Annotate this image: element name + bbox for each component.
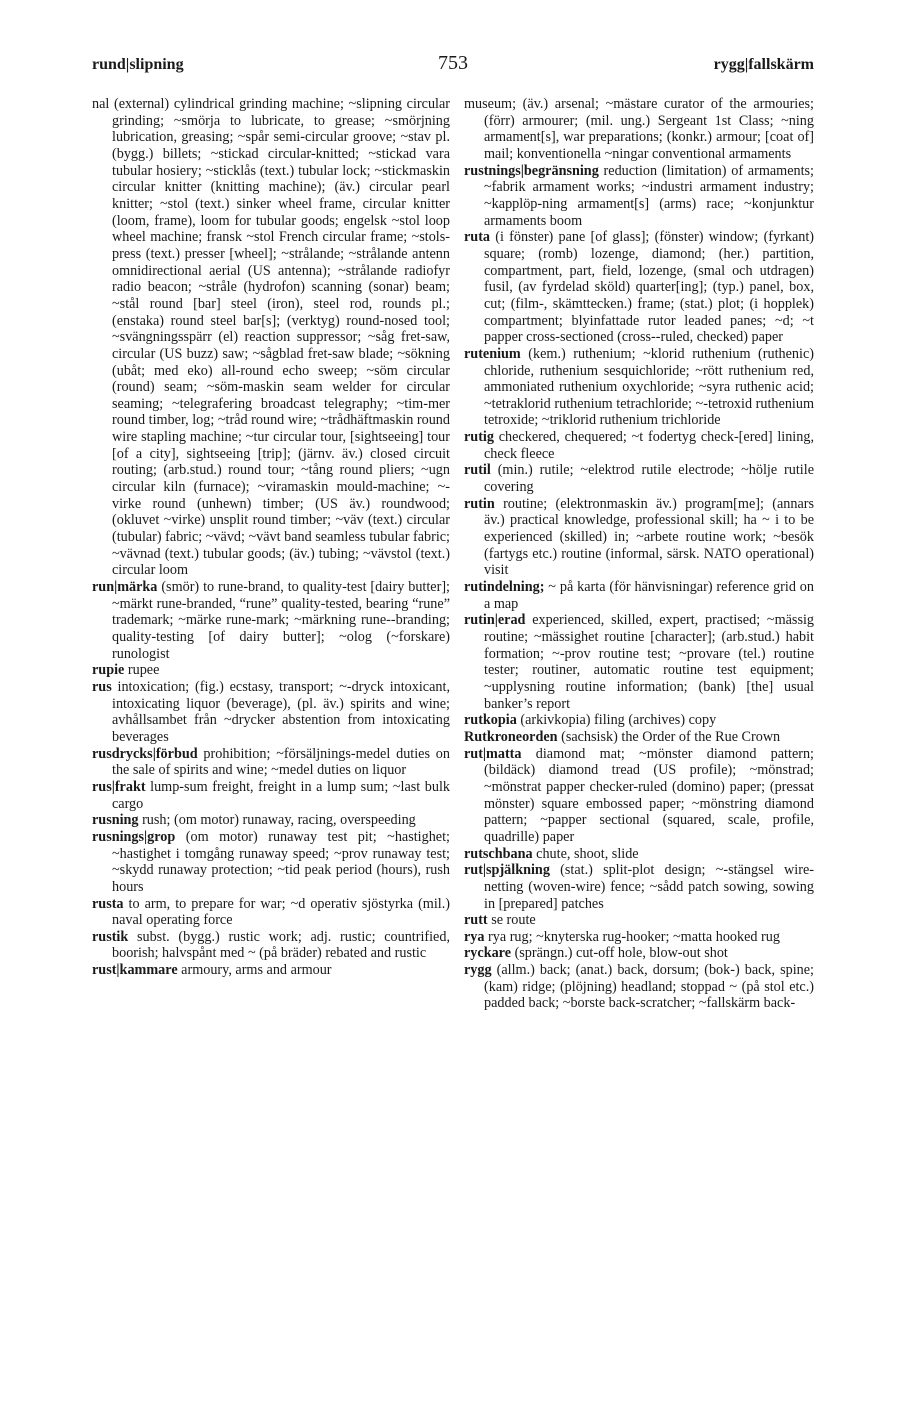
dictionary-entry: rustik subst. (bygg.) rustic work; adj. rustic; countrified, boorish; halvspånt med ~ (på bräder) rebated and rustic	[92, 928, 450, 962]
dictionary-entry: rutt se route	[464, 912, 536, 929]
entry-headword: run|märka	[92, 579, 158, 596]
entry-headword: rutt	[464, 912, 488, 929]
left-column	[92, 96, 450, 979]
entry-headword: rusnings|grop	[92, 828, 176, 845]
entry-headword: rut|spjälkning	[464, 862, 550, 879]
entry-headword: rusning	[92, 812, 139, 829]
dictionary-entry: rutin|erad experienced, skilled, expert, practised; ~mässig routine; ~mässighet routine [character]; (arb.stud.) habit formation; ~-prov routine test; ~provare (tel.) routine tester; routiner, automatic routine test equipment; ~upplysning routine information; (bank) [the] usual banker’s report	[464, 612, 814, 712]
entry-headword: rust|kammare	[92, 962, 178, 979]
entry-headword: Rutkroneorden	[464, 728, 558, 745]
entry-headword: rutschbana	[464, 845, 533, 862]
dictionary-entry: rusta to arm, to prepare for war; ~d operativ sjöstyrka (mil.) naval operating force	[92, 895, 450, 929]
dictionary-entry: Rutkroneorden (sachsisk) the Order of the Rue Crown	[464, 728, 781, 745]
entry-headword: rutin	[464, 495, 495, 512]
dictionary-entry: rutenium (kem.) ruthenium; ~klorid ruthenium (ruthenic) chloride, ruthenium sesquichloride; ~rött ruthenium red, ammoniated ruthenium oxychloride; ~syra ruthenic acid; ~tetraklorid ruthenium tetrachloride; ~-tetroxid ruthenium tetroxide; ~triklorid ruthenium trichloride	[464, 345, 814, 429]
dictionary-entry: ryckare (sprängn.) cut-off hole, blow-out shot	[464, 945, 728, 962]
dictionary-entry: rus|frakt lump-sum freight, freight in a lump sum; ~last bulk cargo	[92, 778, 450, 812]
entry-headword: rutenium	[464, 345, 521, 362]
dictionary-entry: rust|kammare armoury, arms and armour	[92, 962, 332, 979]
entry-headword: rygg	[464, 962, 492, 979]
entry-headword: rupie	[92, 662, 125, 679]
entry-headword: rustik	[92, 928, 129, 945]
dictionary-entry: ruta (i fönster) pane [of glass]; (fönster) window; (fyrkant) square; (romb) lozenge, diamond; (her.) partition, compartment, part, field, lozenge, (smal och utdragen) fusil, (av fyrdelad sköld) quarter[ing]; (typ.) panel, box, cut; (film-, skämttecken.) frame; (stat.) plot; (i hopplek) compartment; blyinfattade rutor leaded panes; ~d; ~t papper cross-sectioned (cross--ruled, checked) paper	[464, 229, 814, 346]
entry-headword: rutkopia	[464, 712, 517, 729]
entry-headword: rutig	[464, 429, 494, 446]
dictionary-entry: rutschbana chute, shoot, slide	[464, 845, 639, 862]
dictionary-entry: rutin routine; (elektronmaskin äv.) program[me]; (annars äv.) practical knowledge, professional skill; ha ~ i to be experienced (skilled) in; ~arbete routine work; ~besök (fartygs etc.) routine (informal, särsk. NATO operational) visit	[464, 495, 814, 579]
left-guide-word: rund|slipning	[92, 56, 184, 73]
entry-headword: rustnings|begränsning	[464, 162, 599, 179]
dictionary-entry: rutkopia (arkivkopia) filing (archives) copy	[464, 712, 717, 729]
entry-headword: rus|frakt	[92, 778, 146, 795]
entry-headword: rutindelning;	[464, 579, 545, 596]
right-guide-word: rygg|fallskärm	[713, 56, 814, 73]
dictionary-entry: rut|spjälkning (stat.) split-plot design; ~-stängsel wire-netting (woven-wire) fence; ~sådd patch sowing, sowing in [prepared] patches	[464, 862, 814, 912]
entry-headword: rus	[92, 678, 112, 695]
dictionary-entry: rut|matta diamond mat; ~mönster diamond pattern; (bildäck) diamond tread (US profile); ~mönstrad; ~mönstrat papper checker-ruled (domino) paper; (pressat mönster) square embossed paper; ~mönstring diamond pattern; ~papper sectional (squared, scale, profile, quadrille) paper	[464, 745, 814, 845]
dictionary-entry: rutindelning; ~ på karta (för hänvisningar) reference grid on a map	[464, 579, 814, 612]
dictionary-entry: rus intoxication; (fig.) ecstasy, transport; ~-dryck intoxicant, intoxicating liquor (beverage), (pl. äv.) spirits and wine; avhållsambet från ~drycker abstention from intoxicating beverages	[92, 678, 450, 745]
entry-headword: rya	[464, 928, 485, 945]
entry-headword: rutin|erad	[464, 612, 526, 629]
dictionary-entry: museum; (äv.) arsenal; ~mästare curator of the armouries; (förr) armourer; (mil. ung.) Sergeant 1st Class; ~ning armament[s], war preparations; (konkr.) armour; [coat of] mail; konventionella ~ningar conventional armaments	[464, 96, 814, 162]
entry-headword: ryckare	[464, 945, 512, 962]
dictionary-entry: rutil (min.) rutile; ~elektrod rutile electrode; ~hölje rutile covering	[464, 462, 814, 496]
dictionary-entry: rya rya rug; ~knyterska rug-hooker; ~matta hooked rug	[464, 928, 780, 945]
dictionary-entry: nal (external) cylindrical grinding machine; ~slipning circular grinding; ~smörja to lubricate, to grease; ~smörjning lubrication, greasing; ~spår semi-circular groove; ~stav pl. (bygg.) billets; ~stickad circular-knitted; ~stickad vara tubular hosiery; ~sticklås (text.) tubular lock; ~stickmaskin circular knitter (knitting machine); (äv.) circular pearl knitter; ~stol (text.) sinker wheel frame, circular knitter (loom, frame), loom for tubular goods; engelsk ~stol loop wheel machine; fransk ~stol French circular frame; ~stols-press (text.) presser [wheel]; ~strålande; ~strålande antenn omnidirectional aerial (US antenna); ~strålande radiofyr radio beacon; ~stråle (hydrofon) scanning (sonar) beam; ~stål round [bar] steel (iron), steel rod, rounds pl.; (enstaka) round steel bar[s]; (verktyg) round-nosed tool; ~svängningsspärr (el) reaction suppressor; ~såg fret-saw, circular (US buzz) saw; ~sågblad fret-saw blade; ~sökning (ubåt; med eko) all-round echo sweep; ~söm circular (round) seam; ~söm-maskin seam welder for circular seaming; ~telegrafering broadcast telegraphy; ~tim-mer round timber, log; ~tråd round wire; ~trådhäftmaskin round wire stapling machine; ~tur circular tour, [sightseeing] tour [of a city], sightseeing [trip]; (järnv. äv.) closed circuit routing; (arb.stud.) round tour; ~tång round pliers; ~ugn circular kiln (furnace); ~viramaskin mould-machine; ~-virke round (unhewn) timber; (US äv.) roundwood; (okluvet ~virke) unsplit round timber; ~väv (text.) circular (tubular) fabric; ~vävd; ~vävt band seamless tubular fabric; ~vävnad (text.) tubular goods; (äv.) tubing; ~vävstol (text.) circular loom	[92, 96, 450, 579]
entry-headword: ruta	[464, 229, 491, 246]
entry-headword: rusta	[92, 895, 124, 912]
dictionary-entry: rygg (allm.) back; (anat.) back, dorsum; (bok-) back, spine; (kam) ridge; (plöjning) headland; stoppad ~ (på stol etc.) padded back; ~borste back-scratcher; ~fallskärm back-	[464, 962, 814, 1012]
page-header	[92, 52, 814, 82]
dictionary-entry: rusnings|grop (om motor) runaway test pit; ~hastighet; ~hastighet i tomgång runaway speed; ~prov runaway test; ~skydd runaway protection; ~tid peak period (hours), rush hours	[92, 828, 450, 895]
page-number: 753	[438, 52, 468, 74]
dictionary-entry: rustnings|begränsning reduction (limitation) of armaments; ~fabrik armament works; ~industri armament industry; ~kapplöp-ning armament[s] (arms) race; ~konjunktur armaments boom	[464, 162, 814, 229]
entry-headword: rut|matta	[464, 745, 522, 762]
dictionary-entry: rupie rupee	[92, 662, 160, 679]
dictionary-entry: run|märka (smör) to rune-brand, to quality-test [dairy butter]; ~märkt rune-branded, “rune” quality-tested, bearing “rune” trademark; ~märke rune-mark; ~märkning rune--branding; quality-testing [of dairy butter]; ~olog (~forskare) runologist	[92, 579, 450, 662]
right-column	[464, 96, 814, 1012]
entry-headword: rusdrycks|förbud	[92, 745, 198, 762]
dictionary-entry: rusning rush; (om motor) runaway, racing, overspeeding	[92, 812, 416, 829]
dictionary-entry: rusdrycks|förbud prohibition; ~försäljnings-medel duties on the sale of spirits and wine; ~medel duties on liquor	[92, 745, 450, 779]
dictionary-entry: rutig checkered, chequered; ~t fodertyg check-[ered] lining, check fleece	[464, 429, 814, 462]
entry-headword: rutil	[464, 462, 491, 479]
